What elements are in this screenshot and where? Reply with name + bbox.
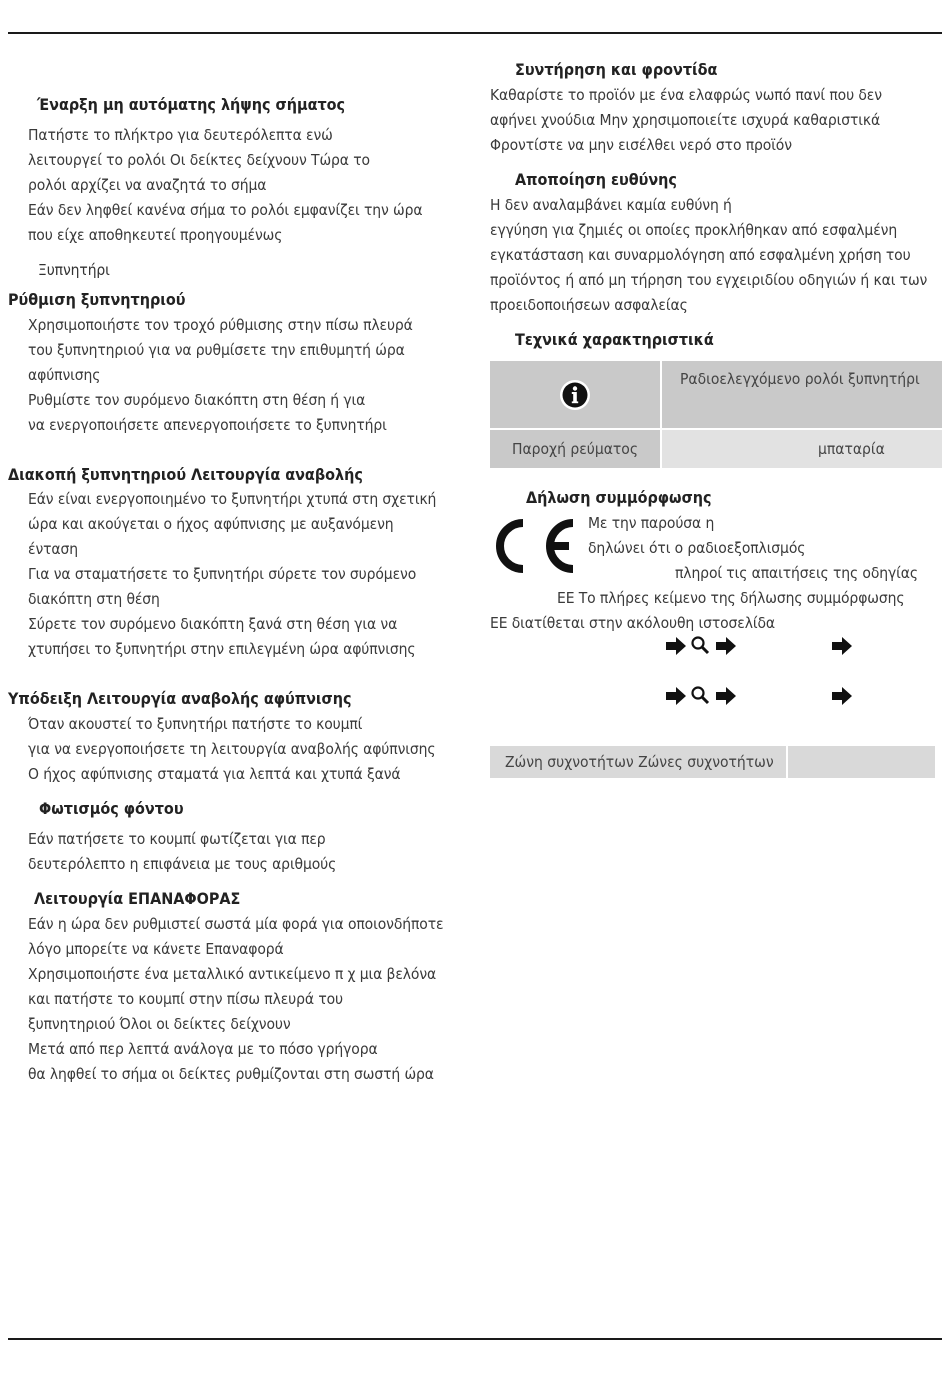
text-line: Φροντίστε να μην εισέλθει νερό στο προϊόν [490,136,792,154]
text-line: και πατήστε το κουμπί στην πίσω πλευρά του [28,990,344,1008]
section-title-liability: Αποποίηση ευθύνης [515,170,677,189]
arrow-search-arrow-icon [664,685,744,707]
section-title-tech: Τεχνικά χαρακτηριστικά [515,330,714,349]
text-line: θα ληφθεί το σήμα οι δείκτες ρυθμίζονται στη σωστή ώρα [28,1065,434,1083]
arrow-search-arrow-icon [664,635,744,657]
section-title-care: Συντήρηση και φροντίδα [515,60,718,79]
frequency-row [490,746,935,778]
text-line: αφήνει χνούδια Μην χρησιμοποιείτε ισχυρά καθαριστικά [490,111,881,129]
section-title-hint: Υπόδειξη Λειτουργία αναβολής αφύπνισης [8,689,352,708]
tech-spec-table [490,361,942,468]
arrow-right-icon [830,685,856,707]
text-line: Χρησιμοποιήστε τον τροχό ρύθμισης στην πίσω πλευρά [28,316,413,334]
text-line: δηλώνει ότι ο ραδιοεξοπλισμός [588,539,806,557]
text-line: ξυπνητηριού Όλοι οι δείκτες δείχνουν [28,1015,291,1033]
text-line: Μετά από περ λεπτά ανάλογα με το πόσο γρήγορα [28,1040,378,1058]
section-title-backlight: Φωτισμός φόντου [39,799,184,818]
text-line: Σύρετε τον συρόμενο διακόπτη ξανά στη θέση για να [28,615,398,633]
text-line: ΕΕ Το πλήρες κείμενο της δήλωσης συμμόρφωσης [557,589,905,607]
text-line: διακόπτη στη θέση [28,590,160,608]
text-line: Χρησιμοποιήστε ένα μεταλλικό αντικείμενο π χ μια βελόνα [28,965,437,983]
ce-mark-icon [490,515,576,577]
section-title-conformity: Δήλωση συμμόρφωσης [526,488,712,507]
text-line: που είχε αποθηκευτεί προηγουμένως [28,226,283,244]
text-line: εγκατάσταση και συναρμολόγηση από εσφαλμένη χρήση του [490,246,911,264]
text-line: Ρυθμίστε τον συρόμενο διακόπτη στη θέση ή για [28,391,366,409]
text-line: δευτερόλεπτο η επιφάνεια με τους αριθμούς [28,855,337,873]
text-line: Ο ήχος αφύπνισης σταματά για λεπτά και χτυπά ξανά [28,765,401,783]
text-line: ένταση [28,540,78,558]
text-line: Καθαρίστε το προϊόν με ένα ελαφρώς νωπό πανί που δεν [490,86,882,104]
text-line: Για να σταματήσετε το ξυπνητήρι σύρετε τον συρόμενο [28,565,417,583]
section-title-manual-signal: Έναρξη μη αυτόματης λήψης σήματος [37,95,346,114]
text-line: να ενεργοποιήσετε απενεργοποιήσετε το ξυπνητήρι [28,416,387,434]
text-line: χτυπήσει το ξυπνητήρι στην επιλεγμένη ώρα αφύπνισης [28,640,416,658]
text-line: ΕΕ διατίθεται στην ακόλουθη ιστοσελίδα [490,614,776,632]
frequency-label: Ζώνη συχνοτήτων Ζώνες συχνοτήτων [490,746,786,778]
text-line: του ξυπνητηριού για να ρυθμίσετε την επιθυμητή ώρα [28,341,405,359]
top-rule [8,32,942,34]
section-title-snooze: Διακοπή ξυπνητηριού Λειτουργία αναβολής [8,465,363,484]
table-row [490,429,942,468]
text-line: λόγο μπορείτε να κάνετε Επαναφορά [28,940,284,958]
arrow-right-icon [830,635,856,657]
text-line: ρολόι αρχίζει να αναζητά το σήμα [28,176,267,194]
text-line: Με την παρούσα η [588,514,715,532]
text-line: για να ενεργοποιήσετε τη λειτουργία αναβολής αφύπνισης [28,740,436,758]
text-line: Εάν είναι ενεργοποιημένο το ξυπνητήρι χτυπά στη σχετική [28,490,437,508]
frequency-value [788,746,935,778]
text-line: Όταν ακουστεί το ξυπνητήρι πατήστε το κουμπί [28,715,363,733]
section-title-alarm: Ξυπνητήρι [38,261,110,279]
text-line: Εάν πατήσετε το κουμπί φωτίζεται για περ [28,830,326,848]
text-line: λειτουργεί το ρολόι Οι δείκτες δείχνουν Τώρα το [28,151,370,169]
text-line: προειδοποιήσεων ασφαλείας [490,296,688,314]
section-title-reset: Λειτουργία ΕΠΑΝΑΦΟΡΑΣ [34,889,241,908]
text-line: Εάν δεν ληφθεί κανένα σήμα το ρολόι εμφανίζει την ώρα [28,201,423,219]
info-icon [559,379,591,411]
table-cell: Ραδιοελεγχόμενο ρολόι ξυπνητήρι [661,361,942,429]
text-line: Εάν η ώρα δεν ρυθμιστεί σωστά μία φορά για οποιονδήποτε [28,915,444,933]
table-cell: Παροχή ρεύματος [490,429,661,468]
text-line: ώρα και ακούγεται ο ήχος αφύπνισης με αυξανόμενη [28,515,394,533]
section-title-alarm-setting: Ρύθμιση ξυπνητηριού [8,290,186,309]
table-cell: μπαταρία [661,429,942,468]
text-line: Πατήστε το πλήκτρο για δευτερόλεπτα ενώ [28,126,333,144]
text-line: προϊόντος ή από μη τήρηση του εγχειριδίου οδηγιών ή και των [490,271,928,289]
text-line: Η δεν αναλαμβάνει καμία ευθύνη ή [490,196,732,214]
bottom-rule [8,1338,942,1340]
table-row [490,361,942,429]
text-line: αφύπνισης [28,366,101,384]
text-line: πληροί τις απαιτήσεις της οδηγίας [675,564,918,582]
text-line: εγγύηση για ζημιές οι οποίες προκλήθηκαν από εσφαλμένη [490,221,898,239]
table-cell-icon [490,361,661,429]
